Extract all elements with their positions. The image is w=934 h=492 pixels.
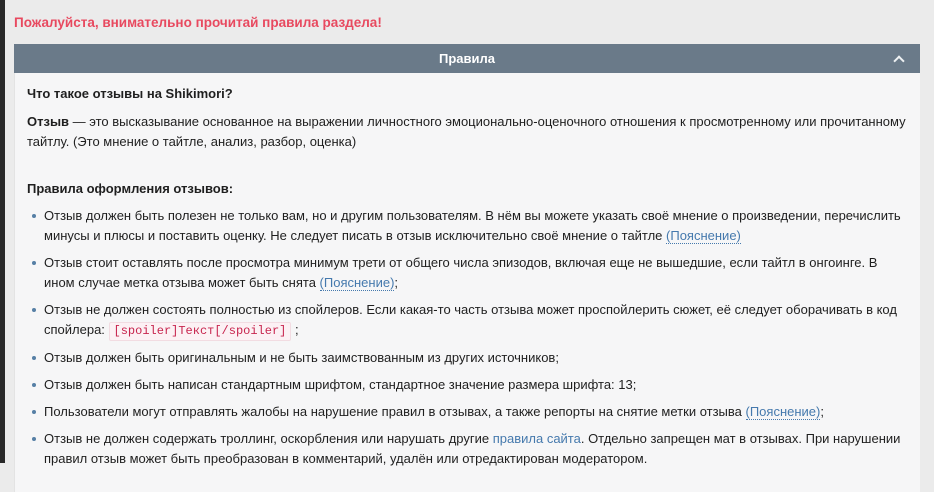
rule-text: Отзыв должен быть оригинальным и не быть заимствованным из других источников; [44, 350, 559, 365]
rule-text-after: ; [291, 322, 299, 337]
rules-panel-body [14, 73, 920, 492]
rule-text: Отзыв должен быть полезен не только вам, но и другим пользователям. В нём вы можете указать своё мнение о произведении, перечислить минусы и плюсы и поставить оценку. Не следует писать в отзыв исключительно своё мнение о тайтле [44, 208, 901, 243]
rule-text: Отзыв стоит оставлять после просмотра минимум трети от общего числа эпизодов, включая еще не вышедшие, если тайтл в онгоинге. В ином случае метка отзыва может быть снята [44, 255, 878, 290]
rule-text-after: ; [394, 275, 399, 290]
rule-text: Отзыв должен быть написан стандартным шрифтом, стандартное значение размера шрифта: 13; [44, 377, 637, 392]
page-left-edge-bar [0, 0, 5, 463]
rules-list-title: Правила оформления отзывов: [27, 181, 234, 196]
rule-item [27, 206, 908, 246]
explanation-link[interactable]: (Пояснение) [745, 404, 821, 419]
rule-text-after: ; [820, 404, 824, 419]
intro-term: Отзыв [27, 114, 70, 129]
rule-item [27, 253, 908, 293]
rule-item [27, 402, 908, 422]
rules-list [27, 206, 908, 469]
explanation-link[interactable]: (Пояснение) [666, 228, 741, 243]
intro-text: — это высказывание основанное на выражении личностного эмоционально-оценочного отношения к просмотренному или прочитанному тайтлу. (Это мнение о тайтле, анализ, разбор, оценка) [27, 114, 906, 149]
explanation-link[interactable]: (Пояснение) [319, 275, 395, 290]
rule-item [27, 429, 908, 469]
intro-paragraph [27, 112, 908, 152]
rule-text: Отзыв не должен состоять полностью из спойлеров. Если какая-то часть отзыва может проспойлерить сюжет, её следует оборачивать в код спойлера: [44, 302, 897, 337]
rule-item [27, 348, 908, 368]
intro-title: Что такое отзывы на Shikimori? [27, 86, 233, 101]
section-warning-text: Пожалуйста, внимательно прочитай правила раздела! [14, 15, 382, 30]
chevron-up-icon[interactable] [893, 55, 904, 66]
rules-panel-header[interactable] [14, 44, 920, 73]
rules-panel [14, 44, 920, 492]
rule-text: Пользователи могут отправлять жалобы на нарушение правил в отзывах, а также репорты на снятие метки отзыва [44, 404, 746, 419]
rule-text: Отзыв не должен содержать троллинг, оскорбления или нарушать другие [44, 431, 493, 446]
rules-panel-title: Правила [439, 51, 495, 66]
rule-item [27, 300, 908, 341]
site-rules-link[interactable]: правила сайта [492, 431, 581, 446]
spoiler-code-snippet: [spoiler]Текст[/spoiler] [109, 322, 292, 341]
rule-item [27, 375, 908, 395]
rule-text-after: . Отдельно запрещен мат в отзывах. При нарушении правил отзыв может быть преобразован в комментарий, удалён или отредактирован модератором. [44, 431, 901, 466]
